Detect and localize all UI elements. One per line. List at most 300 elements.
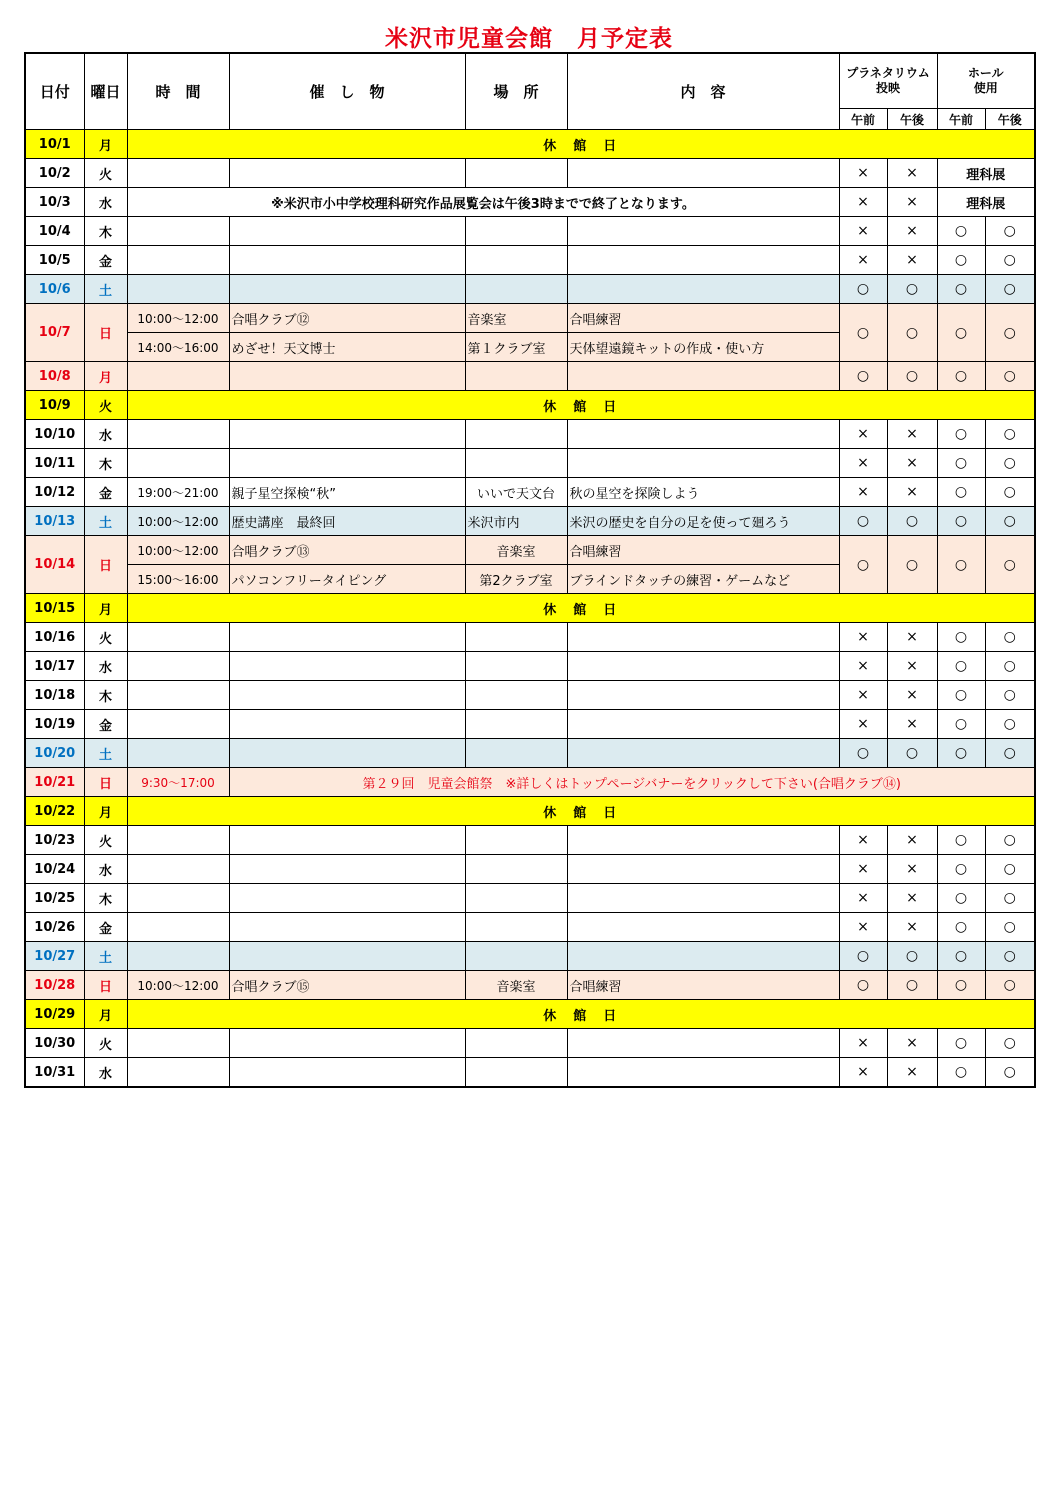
place-cell: [465, 942, 567, 971]
time-cell: 9:30～17:00: [127, 768, 229, 797]
time-cell: [127, 449, 229, 478]
content-cell: [567, 275, 839, 304]
festival-text: 第２９回 児童会館祭 ※詳しくはトップページバナーをクリックして下さい(合唱クラブ⑭): [229, 768, 1035, 797]
date-cell: 10/10: [25, 420, 84, 449]
date-cell: 10/24: [25, 855, 84, 884]
schedule-row: [25, 449, 1035, 478]
hall-am-mark: ○: [937, 275, 985, 304]
event-cell: [229, 652, 465, 681]
schedule-row: [25, 1058, 1035, 1088]
planetarium-pm-mark: ×: [887, 652, 937, 681]
planetarium-pm-mark: ×: [887, 913, 937, 942]
hall-am-mark: ○: [937, 884, 985, 913]
event-cell: 合唱クラブ⑫: [229, 304, 465, 333]
weekday-cell: 水: [84, 1058, 127, 1088]
content-cell: [567, 1058, 839, 1088]
time-cell: 10:00～12:00: [127, 536, 229, 565]
hall-am-mark: ○: [937, 855, 985, 884]
schedule-row: [25, 739, 1035, 768]
planetarium-pm-mark: ×: [887, 855, 937, 884]
weekday-cell: 水: [84, 652, 127, 681]
place-cell: [465, 420, 567, 449]
date-cell: 10/26: [25, 913, 84, 942]
event-cell: めざせ！天文博士: [229, 333, 465, 362]
content-cell: [567, 942, 839, 971]
schedule-row: [25, 594, 1035, 623]
time-cell: [127, 362, 229, 391]
place-cell: [465, 623, 567, 652]
hall-pm-mark: ○: [985, 942, 1035, 971]
planetarium-am-mark: ○: [839, 971, 887, 1000]
place-cell: 第１クラブ室: [465, 333, 567, 362]
planetarium-am-mark: ×: [839, 478, 887, 507]
planetarium-pm-mark: ×: [887, 710, 937, 739]
event-cell: [229, 681, 465, 710]
hall-am-mark: ○: [937, 217, 985, 246]
schedule-row: [25, 188, 1035, 217]
weekday-cell: 土: [84, 942, 127, 971]
content-cell: 秋の星空を探険しよう: [567, 478, 839, 507]
schedule-row: [25, 1029, 1035, 1058]
content-cell: [567, 362, 839, 391]
schedule-row: [25, 246, 1035, 275]
date-cell: 10/11: [25, 449, 84, 478]
weekday-cell: 水: [84, 855, 127, 884]
hall-pm-mark: ○: [985, 855, 1035, 884]
hall-pm-mark: ○: [985, 710, 1035, 739]
event-cell: [229, 942, 465, 971]
date-cell: 10/27: [25, 942, 84, 971]
planetarium-am-mark: ×: [839, 913, 887, 942]
place-cell: 音楽室: [465, 304, 567, 333]
hall-pm-mark: ○: [985, 246, 1035, 275]
hall-am-mark: ○: [937, 739, 985, 768]
event-cell: [229, 913, 465, 942]
place-cell: いいで天文台: [465, 478, 567, 507]
planetarium-pm-mark: ○: [887, 971, 937, 1000]
content-cell: [567, 739, 839, 768]
planetarium-am-mark: ○: [839, 507, 887, 536]
date-cell: 10/20: [25, 739, 84, 768]
time-cell: [127, 159, 229, 188]
weekday-cell: 金: [84, 710, 127, 739]
schedule-row: [25, 797, 1035, 826]
time-cell: [127, 942, 229, 971]
notice-text: ※米沢市小中学校理科研究作品展覧会は午後3時までで終了となります。: [127, 188, 839, 217]
event-cell: 親子星空探検“秋”: [229, 478, 465, 507]
header-planetarium-pm: 午後: [887, 109, 937, 130]
schedule-row: [25, 420, 1035, 449]
hall-am-mark: ○: [937, 420, 985, 449]
schedule-row: [25, 304, 1035, 333]
planetarium-pm-mark: ×: [887, 1058, 937, 1088]
hall-am-mark: ○: [937, 362, 985, 391]
date-cell: 10/15: [25, 594, 84, 623]
time-cell: [127, 710, 229, 739]
planetarium-am-mark: ○: [839, 362, 887, 391]
place-cell: [465, 913, 567, 942]
event-cell: [229, 884, 465, 913]
hall-pm-mark: ○: [985, 536, 1035, 594]
schedule-row: [25, 768, 1035, 797]
weekday-cell: 日: [84, 971, 127, 1000]
content-cell: 合唱練習: [567, 536, 839, 565]
time-cell: [127, 246, 229, 275]
hall-am-mark: ○: [937, 304, 985, 362]
time-cell: 10:00～12:00: [127, 507, 229, 536]
schedule-row: [25, 159, 1035, 188]
hall-pm-mark: ○: [985, 1058, 1035, 1088]
schedule-row: [25, 362, 1035, 391]
content-cell: [567, 855, 839, 884]
hall-pm-mark: ○: [985, 971, 1035, 1000]
event-cell: [229, 362, 465, 391]
planetarium-am-mark: ×: [839, 623, 887, 652]
schedule-row: [25, 507, 1035, 536]
hall-am-mark: ○: [937, 536, 985, 594]
planetarium-am-mark: ×: [839, 1058, 887, 1088]
planetarium-am-mark: ○: [839, 942, 887, 971]
hall-pm-mark: ○: [985, 275, 1035, 304]
header-content: 内 容: [567, 53, 839, 130]
date-cell: 10/2: [25, 159, 84, 188]
planetarium-am-mark: ×: [839, 420, 887, 449]
planetarium-am-mark: ○: [839, 275, 887, 304]
table-header: [25, 53, 1035, 130]
time-cell: [127, 1058, 229, 1088]
hall-pm-mark: ○: [985, 449, 1035, 478]
planetarium-pm-mark: ×: [887, 217, 937, 246]
content-cell: [567, 681, 839, 710]
event-cell: [229, 623, 465, 652]
date-cell: 10/6: [25, 275, 84, 304]
weekday-cell: 月: [84, 1000, 127, 1029]
weekday-cell: 火: [84, 826, 127, 855]
place-cell: 第2クラブ室: [465, 565, 567, 594]
header-hall-pm: 午後: [985, 109, 1035, 130]
date-cell: 10/14: [25, 536, 84, 594]
content-cell: [567, 449, 839, 478]
hall-am-mark: ○: [937, 449, 985, 478]
place-cell: [465, 681, 567, 710]
schedule-row: [25, 275, 1035, 304]
place-cell: [465, 710, 567, 739]
content-cell: 天体望遠鏡キットの作成・使い方: [567, 333, 839, 362]
content-cell: [567, 217, 839, 246]
hall-pm-mark: ○: [985, 507, 1035, 536]
content-cell: 合唱練習: [567, 304, 839, 333]
time-cell: 19:00～21:00: [127, 478, 229, 507]
time-cell: [127, 826, 229, 855]
content-cell: [567, 884, 839, 913]
planetarium-am-mark: ×: [839, 246, 887, 275]
time-cell: [127, 217, 229, 246]
event-cell: パソコンフリータイピング: [229, 565, 465, 594]
time-cell: [127, 420, 229, 449]
planetarium-am-mark: ×: [839, 159, 887, 188]
place-cell: 音楽室: [465, 536, 567, 565]
hall-pm-mark: ○: [985, 1029, 1035, 1058]
event-cell: [229, 710, 465, 739]
time-cell: 10:00～12:00: [127, 304, 229, 333]
event-cell: [229, 739, 465, 768]
content-cell: ブラインドタッチの練習・ゲームなど: [567, 565, 839, 594]
place-cell: [465, 275, 567, 304]
weekday-cell: 日: [84, 536, 127, 594]
date-cell: 10/29: [25, 1000, 84, 1029]
weekday-cell: 月: [84, 797, 127, 826]
hall-pm-mark: ○: [985, 623, 1035, 652]
event-cell: [229, 246, 465, 275]
hall-am-mark: ○: [937, 1058, 985, 1088]
place-cell: [465, 217, 567, 246]
hall-usage-text: 理科展: [937, 159, 1035, 188]
weekday-cell: 木: [84, 681, 127, 710]
schedule-row: [25, 130, 1035, 159]
hall-pm-mark: ○: [985, 681, 1035, 710]
planetarium-am-mark: ×: [839, 449, 887, 478]
header-place: 場 所: [465, 53, 567, 130]
place-cell: [465, 652, 567, 681]
time-cell: [127, 855, 229, 884]
hall-pm-mark: ○: [985, 362, 1035, 391]
hall-pm-mark: ○: [985, 913, 1035, 942]
planetarium-pm-mark: ×: [887, 623, 937, 652]
event-cell: [229, 420, 465, 449]
event-cell: 歴史講座 最終回: [229, 507, 465, 536]
planetarium-pm-mark: ×: [887, 188, 937, 217]
planetarium-am-mark: ×: [839, 855, 887, 884]
planetarium-pm-mark: ○: [887, 739, 937, 768]
weekday-cell: 木: [84, 884, 127, 913]
planetarium-am-mark: ×: [839, 681, 887, 710]
time-cell: [127, 623, 229, 652]
hall-am-mark: ○: [937, 913, 985, 942]
hall-pm-mark: ○: [985, 304, 1035, 362]
content-cell: [567, 623, 839, 652]
date-cell: 10/30: [25, 1029, 84, 1058]
weekday-cell: 土: [84, 739, 127, 768]
hall-pm-mark: ○: [985, 420, 1035, 449]
place-cell: [465, 739, 567, 768]
planetarium-pm-mark: ×: [887, 826, 937, 855]
content-cell: [567, 913, 839, 942]
hall-am-mark: ○: [937, 681, 985, 710]
hall-am-mark: ○: [937, 942, 985, 971]
time-cell: [127, 884, 229, 913]
planetarium-pm-mark: ×: [887, 884, 937, 913]
hall-pm-mark: ○: [985, 217, 1035, 246]
schedule-row: [25, 391, 1035, 420]
hall-am-mark: ○: [937, 710, 985, 739]
planetarium-am-mark: ×: [839, 884, 887, 913]
time-cell: [127, 275, 229, 304]
weekday-cell: 土: [84, 275, 127, 304]
planetarium-pm-mark: ○: [887, 942, 937, 971]
closed-day-label: 休 館 日: [127, 797, 1035, 826]
weekday-cell: 水: [84, 420, 127, 449]
place-cell: 音楽室: [465, 971, 567, 1000]
schedule-row: [25, 478, 1035, 507]
hall-pm-mark: ○: [985, 478, 1035, 507]
event-cell: [229, 1058, 465, 1088]
hall-am-mark: ○: [937, 826, 985, 855]
date-cell: 10/3: [25, 188, 84, 217]
weekday-cell: 金: [84, 478, 127, 507]
header-date: 日付: [25, 53, 84, 130]
closed-day-label: 休 館 日: [127, 391, 1035, 420]
planetarium-pm-mark: ×: [887, 420, 937, 449]
time-cell: [127, 652, 229, 681]
hall-pm-mark: ○: [985, 884, 1035, 913]
weekday-cell: 月: [84, 362, 127, 391]
date-cell: 10/22: [25, 797, 84, 826]
content-cell: [567, 246, 839, 275]
schedule-row: [25, 826, 1035, 855]
header-hall: ホール 使用: [937, 53, 1035, 109]
place-cell: [465, 362, 567, 391]
hall-am-mark: ○: [937, 478, 985, 507]
weekday-cell: 火: [84, 159, 127, 188]
date-cell: 10/28: [25, 971, 84, 1000]
planetarium-am-mark: ○: [839, 536, 887, 594]
schedule-row: [25, 855, 1035, 884]
schedule-row: [25, 884, 1035, 913]
weekday-cell: 木: [84, 217, 127, 246]
planetarium-pm-mark: ×: [887, 246, 937, 275]
hall-am-mark: ○: [937, 652, 985, 681]
event-cell: 合唱クラブ⑮: [229, 971, 465, 1000]
date-cell: 10/13: [25, 507, 84, 536]
content-cell: [567, 1029, 839, 1058]
weekday-cell: 火: [84, 1029, 127, 1058]
date-cell: 10/17: [25, 652, 84, 681]
time-cell: [127, 681, 229, 710]
content-cell: [567, 826, 839, 855]
date-cell: 10/4: [25, 217, 84, 246]
time-cell: [127, 913, 229, 942]
date-cell: 10/9: [25, 391, 84, 420]
date-cell: 10/19: [25, 710, 84, 739]
date-cell: 10/18: [25, 681, 84, 710]
hall-am-mark: ○: [937, 1029, 985, 1058]
weekday-cell: 土: [84, 507, 127, 536]
place-cell: [465, 855, 567, 884]
schedule-row: [25, 652, 1035, 681]
place-cell: [465, 1058, 567, 1088]
place-cell: [465, 449, 567, 478]
date-cell: 10/31: [25, 1058, 84, 1088]
time-cell: 14:00～16:00: [127, 333, 229, 362]
content-cell: 合唱練習: [567, 971, 839, 1000]
schedule-row: [25, 971, 1035, 1000]
place-cell: [465, 826, 567, 855]
time-cell: 15:00～16:00: [127, 565, 229, 594]
header-dow: 曜日: [84, 53, 127, 130]
hall-am-mark: ○: [937, 507, 985, 536]
place-cell: [465, 884, 567, 913]
content-cell: [567, 710, 839, 739]
planetarium-am-mark: ×: [839, 826, 887, 855]
content-cell: [567, 420, 839, 449]
planetarium-am-mark: ×: [839, 710, 887, 739]
hall-usage-text: 理科展: [937, 188, 1035, 217]
weekday-cell: 火: [84, 623, 127, 652]
time-cell: 10:00～12:00: [127, 971, 229, 1000]
date-cell: 10/12: [25, 478, 84, 507]
content-cell: 米沢の歴史を自分の足を使って廻ろう: [567, 507, 839, 536]
schedule-row: [25, 623, 1035, 652]
schedule-row: [25, 536, 1035, 565]
schedule-row: [25, 681, 1035, 710]
date-cell: 10/8: [25, 362, 84, 391]
closed-day-label: 休 館 日: [127, 594, 1035, 623]
weekday-cell: 金: [84, 913, 127, 942]
event-cell: [229, 217, 465, 246]
place-cell: [465, 1029, 567, 1058]
weekday-cell: 月: [84, 594, 127, 623]
planetarium-am-mark: ×: [839, 217, 887, 246]
closed-day-label: 休 館 日: [127, 130, 1035, 159]
date-cell: 10/25: [25, 884, 84, 913]
schedule-body: [25, 130, 1035, 1088]
schedule-row: [25, 913, 1035, 942]
planetarium-pm-mark: ×: [887, 449, 937, 478]
schedule-row: [25, 217, 1035, 246]
page-title: 米沢市児童会館 月予定表: [385, 26, 673, 52]
event-cell: [229, 855, 465, 884]
date-cell: 10/7: [25, 304, 84, 362]
date-cell: 10/1: [25, 130, 84, 159]
planetarium-pm-mark: ×: [887, 1029, 937, 1058]
hall-am-mark: ○: [937, 246, 985, 275]
header-time: 時 間: [127, 53, 229, 130]
weekday-cell: 金: [84, 246, 127, 275]
planetarium-pm-mark: ×: [887, 681, 937, 710]
planetarium-am-mark: ×: [839, 188, 887, 217]
schedule-row: [25, 942, 1035, 971]
planetarium-am-mark: ○: [839, 739, 887, 768]
header-event: 催 し 物: [229, 53, 465, 130]
content-cell: [567, 159, 839, 188]
weekday-cell: 月: [84, 130, 127, 159]
planetarium-am-mark: ×: [839, 1029, 887, 1058]
weekday-cell: 日: [84, 768, 127, 797]
planetarium-pm-mark: ○: [887, 507, 937, 536]
date-cell: 10/5: [25, 246, 84, 275]
event-cell: [229, 826, 465, 855]
planetarium-am-mark: ×: [839, 652, 887, 681]
planetarium-pm-mark: ○: [887, 536, 937, 594]
date-cell: 10/23: [25, 826, 84, 855]
planetarium-pm-mark: ×: [887, 159, 937, 188]
schedule-row: [25, 1000, 1035, 1029]
time-cell: [127, 739, 229, 768]
header-planetarium: プラネタリウム 投映: [839, 53, 937, 109]
event-cell: [229, 159, 465, 188]
weekday-cell: 火: [84, 391, 127, 420]
weekday-cell: 木: [84, 449, 127, 478]
event-cell: [229, 1029, 465, 1058]
schedule-row: [25, 710, 1035, 739]
time-cell: [127, 1029, 229, 1058]
weekday-cell: 水: [84, 188, 127, 217]
event-cell: 合唱クラブ⑬: [229, 536, 465, 565]
hall-pm-mark: ○: [985, 826, 1035, 855]
date-cell: 10/16: [25, 623, 84, 652]
event-cell: [229, 449, 465, 478]
hall-pm-mark: ○: [985, 739, 1035, 768]
